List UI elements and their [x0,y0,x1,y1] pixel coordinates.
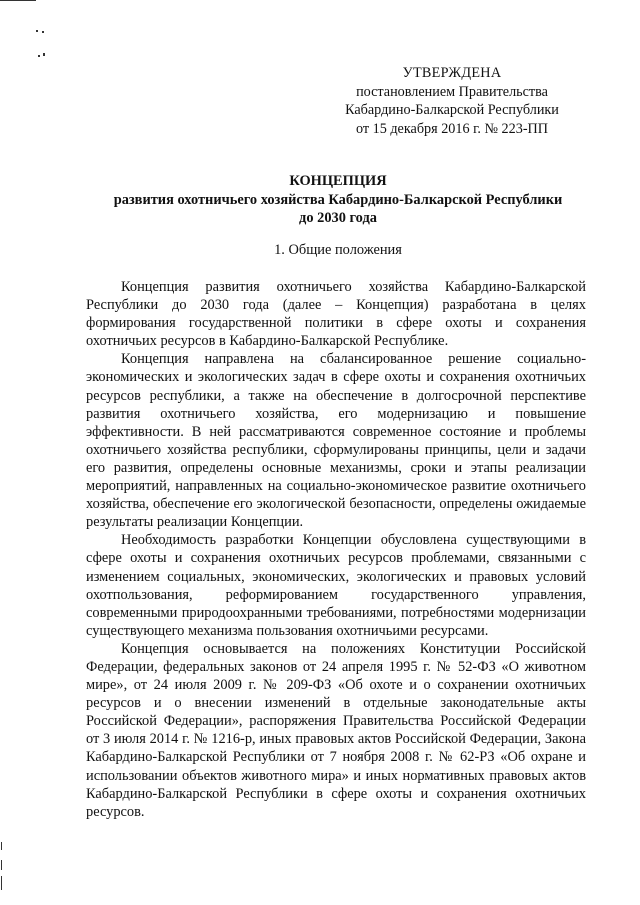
document-title: КОНЦЕПЦИЯ [289,173,387,189]
approval-date: от 15 декабря 2016 г. № 223-ПП [355,120,549,137]
scan-artifact-top [0,0,36,1]
scan-artifact-edge [1,876,2,890]
approval-line: Кабардино-Балкарской Республики [345,102,559,118]
approval-line: постановлением Правительства [356,83,548,100]
scan-artifact-edge [1,842,2,850]
paragraph: Концепция развития охотничьего хозяйства Кабардино-Балкарской Республики до 2030 года (далее – Концепция) разработана в целях формирования государственной политики в сфере охоты и сохранения охотничьих ресурсов в Кабардино-Балкарской Республике. [86,279,586,350]
body-text [86,278,586,821]
scan-artifact-dot [38,55,40,57]
approval-title: УТВЕРЖДЕНА [402,65,502,81]
scan-artifact-edge [1,860,2,870]
section-heading: 1. Общие положения [274,242,402,258]
paragraph: Концепция направлена на сбалансированное решение социально-экономических и экологических задач в сфере охоты и сохранения охотничьих ресурсов республики, а также на обеспечение в долгосрочной перспективе развития охотничьего хозяйства, его модернизацию и повышение эффективности. В ней рассматриваются современное состояние и проблемы охотничьего хозяйства республики, сформулированы принципы, цели и задачи его развития, определены основные механизмы, сроки и этапы реализации мероприятий, направленных на социально-экономическое развитие охотничьего хозяйства, обеспечение его экологической безопасности, определены ожидаемые результаты реализации Концепции. [86,351,586,531]
approval-stamp [330,64,574,138]
scan-artifact-dot [42,31,44,33]
document-subtitle: до 2030 года [299,210,377,226]
paragraph: Концепция основывается на положениях Конституции Российской Федерации, федеральных законов от 24 апреля 1995 г. № 52-ФЗ «О животном мире», от 24 июля 2009 г. № 209-ФЗ «Об охоте и о сохранении охотничьих ресурсов и о внесении изменений в отдельные законодательные акты Российской Федерации», распоряжения Правительства Российской Федерации от 3 июля 2014 г. № 1216-р, иных правовых актов Российской Федерации, Закона Кабардино-Балкарской Республики от 7 ноября 2008 г. № 62-РЗ «Об охране и использовании объектов животного мира» и иных нормативных правовых актов Кабардино-Балкарской Республики в сфере охоты и сохранения охотничьих ресурсов. [86,640,586,820]
document-title-block [88,172,588,228]
scan-artifact-dot [43,53,45,56]
document-subtitle: развития охотничьего хозяйства Кабардино-Балкарской Республики [113,191,563,208]
scan-artifact-dot [36,30,38,32]
paragraph: Необходимость разработки Концепции обусловлена существующими в сфере охоты и сохранения охотничьих ресурсов проблемами, связанными с изменением социальных, экономических, экологических и правовых условий охотпользования, реформированием государственного управления, современными природоохранными требованиями, потребностями модернизации существующего механизма пользования охотничьими ресурсами. [86,532,586,639]
